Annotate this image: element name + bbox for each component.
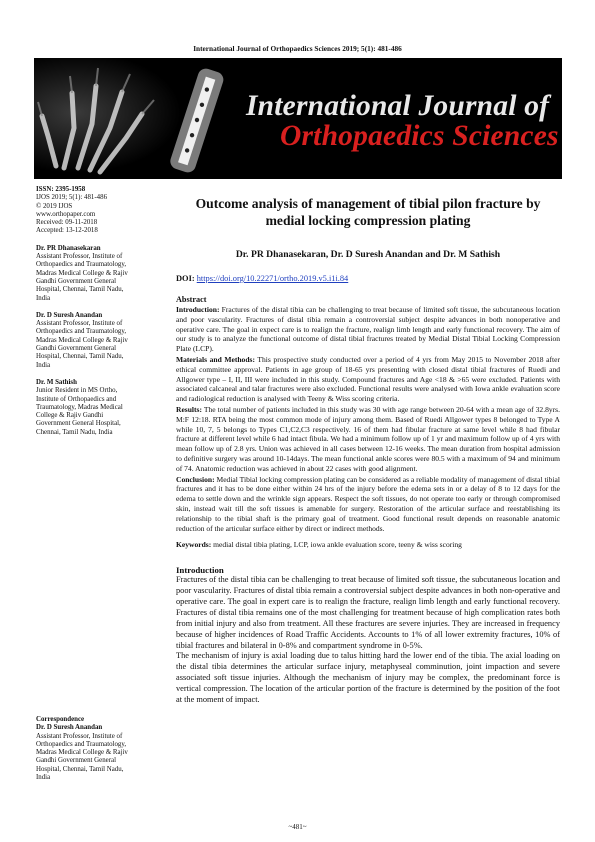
affiliation-line: Hospital, Chennai, Tamil Nadu, — [36, 765, 124, 773]
affiliation-line: Chennai, Tamil Nadu, India — [36, 428, 113, 436]
author-affiliation-2 — [36, 312, 156, 370]
issn: ISSN: 2395-1958 — [36, 186, 86, 193]
affiliation-line: India — [36, 294, 51, 302]
affiliation-line: Traumatology, Madras Medical — [36, 403, 123, 411]
article-title: Outcome analysis of management of tibial pilon fracture by medial locking compression plating — [195, 196, 541, 228]
affiliation-line: Gandhi Government General — [36, 277, 116, 285]
abstract-conclusion — [176, 475, 560, 534]
affiliation-line: India — [36, 774, 51, 782]
affiliation-line: Hospital, Chennai, Tamil Nadu, — [36, 353, 124, 361]
section-label: Introduction: — [176, 305, 220, 314]
correspondence-name: Dr. D Suresh Anandan — [36, 724, 103, 732]
author-name: Dr. M Sathish — [36, 378, 77, 386]
banner-title-line2: Orthopaedics Sciences — [280, 120, 559, 152]
doi-label: DOI: — [176, 274, 195, 283]
received-date: Received: 09-11-2018 — [36, 219, 98, 227]
section-label: Materials and Methods: — [176, 354, 255, 364]
abstract-introduction — [176, 305, 560, 354]
correspondence-heading: Correspondence — [36, 716, 85, 723]
affiliation-line: Orthopaedics and Traumatology, — [36, 740, 127, 748]
author-name: Dr. PR Dhanasekaran — [36, 244, 101, 252]
introduction-paragraph: Fractures of the distal tibia can be challenging to treat because of limited soft tissue, the subcutaneous location and poor vascularity. Fractures of distal tibia remain a controversial subject despite advances in both non-operative and operative care. The goal in expert care is to realign the fracture, realign limb length and early functional recovery. Fractures of distal tibia remains one of the most challenging for treatment because of high complication rates both from initial injury and also from treatment. All these fractures are severe injuries. They are increased in frequency because of higher incidences of Road Traffic Accidents. Accounts to 1% of all lower extremity fractures, 10% of tibial fractures and bilateral in 0-8% and compartment syndrome in 0-5%. — [176, 575, 560, 650]
introduction-paragraph: The mechanism of injury is axial loading due to talus hitting hard the lower end of the tibia. The axial loading on the distal tibia determines the articular surface injury, metaphyseal comminution, joint impaction and severe associated soft tissue injuries. Although the mechanism of injury may be complex, the predominant force is vertical compression. The location of the articular portion of the fracture is determined by the position of the foot at the moment of impact. — [176, 651, 560, 705]
article-main — [176, 196, 560, 706]
affiliation-line: Orthopaedics and Traumatology, — [36, 261, 127, 269]
affiliation-line: Assistant Professor, Institute of — [36, 732, 123, 740]
abstract-methods — [176, 355, 560, 404]
correspondence-block — [36, 716, 156, 782]
doi-link[interactable]: https://doi.org/10.22271/ortho.2019.v5.i1i.84 — [196, 274, 349, 283]
author-affiliation-1 — [36, 245, 156, 303]
affiliation-line: Gandhi Government General — [36, 345, 116, 353]
affiliation-line: Government General Hospital, — [36, 420, 121, 428]
affiliation-line: Junior Resident in MS Ortho, — [36, 387, 118, 395]
affiliation-line: Assistant Professor, Institute of — [36, 320, 123, 328]
keywords-label: Keywords: — [176, 540, 212, 550]
article-authors: Dr. PR Dhanasekaran, Dr. D Suresh Anandan and Dr. M Sathish — [235, 249, 501, 260]
author-name: Dr. D Suresh Anandan — [36, 311, 103, 319]
affiliation-line: India — [36, 361, 51, 369]
website-link[interactable]: www.orthopaper.com — [36, 210, 96, 218]
author-affiliation-3 — [36, 379, 156, 437]
section-text: The total number of patients included in this study was 30 with age range between 20-64 with a mean age of 32.8yrs. M:F 12:18. RTA being the most common mode of injury among them. Based of Ruedi Allgower types 8 belonged to Type A while 10, 7, 5 belongs to Types C1,C2,C3 respectively. 16 of them had fibular fracture at same level while 8 had fibular fracture at different level while 6 had intact fibula. We had a minimum follow up of 1 yr and maximum follow up of 4 yrs with mean follow up of 2.8 yrs. Union was achieved in all cases between 12-16 weeks. The mean duration from hospital admission to definitive surgery was around 10-14days. The mean functional ankle scores were 80.5 with a maximum of 94 and minimum of 74. Anatomic reduction was achieved in about 22 cases with good alignment. — [176, 404, 560, 473]
affiliation-line: Orthopaedics and Traumatology, — [36, 328, 127, 336]
affiliation-line: Assistant Professor, Institute of — [36, 253, 123, 261]
keywords-text: medial distal tibia plating, LCP, iowa ankle evaluation score, teeny & wiss scoring — [213, 540, 462, 550]
page-number: ~481~ — [288, 823, 307, 831]
section-text: Medial Tibial locking compression plating can be considered as a reliable modality of management of distal tibial fractures and it has to be done either within 24 hrs of the injury before the edema sets in or a delay of 8 to 12 days for the edema to settle down and the wrinkle sign appears. Respect the soft tissues, do not operate too early or through compromised skin, instead wait till the soft tissues is amenable for surgery. Restoration of the articular surface and reestablishing its relationship to the tibial shaft is the primary goal of treatment. Good functional result depends on reasonable anatomic reduction of the articular surface either by direct or indirect methods. — [176, 474, 560, 533]
affiliation-line: College & Rajiv Gandhi — [36, 412, 104, 420]
affiliation-line: Madras Medical College & Rajiv — [36, 269, 128, 277]
keywords — [176, 540, 560, 550]
publication-meta — [36, 186, 156, 236]
article-sidebar — [36, 186, 156, 437]
section-text: This prospective study conducted over a period of 4 yrs from May 2015 to November 2018 after ethical committee approval. Patients in age group of 18-65 yrs presenting with closed distal tibial fractures of Ruedi and Allgower type – I, II, III were included in this study. Compound fractures and Age <18 & >65 were excluded. Patients with associated calcaneal and talar fractures were also excluded. Functional results were analysed with Iowa ankle evaluation score and radiological reduction is analysed with Teeny & Wiss scoring criteria. — [176, 354, 560, 404]
doi-line — [176, 274, 560, 283]
accepted-date: Accepted: 13-12-2018 — [36, 227, 98, 235]
journal-banner — [34, 58, 562, 179]
affiliation-line: Gandhi Government General — [36, 757, 116, 765]
copyright: © 2019 IJOS — [36, 202, 73, 210]
banner-title-line1: International Journal of — [246, 90, 550, 122]
journal-citation-header: International Journal of Orthopaedics Sciences 2019; 5(1): 481-486 — [193, 44, 402, 53]
affiliation-line: Hospital, Chennai, Tamil Nadu, — [36, 286, 124, 294]
affiliation-line: Madras Medical College & Rajiv — [36, 336, 128, 344]
affiliation-line: Institute of Orthopaedics and — [36, 395, 117, 403]
section-text: Fractures of the distal tibia can be challenging to treat because of limited soft tissue, the subcutaneous location and poor vascularity. Fractures of distal tibia remain a controversial subject despite advances in both nonoperative and operative care. The goal in expect care is to realign the fracture, realign limb length and early functional recovery. The aim of our study is to analyze the functional outcome of distal tibial fractures treated by Medial Distal Tibial Locking Compression Plate (LCP). — [176, 305, 561, 354]
section-label: Results: — [176, 404, 202, 414]
journal-volume: IJOS 2019; 5(1): 481-486 — [36, 194, 108, 202]
affiliation-line: Madras Medical College & Rajiv — [36, 749, 128, 757]
introduction-heading: Introduction — [176, 565, 224, 576]
section-label: Conclusion: — [176, 474, 215, 484]
abstract-results — [176, 405, 560, 474]
abstract-heading: Abstract — [176, 295, 207, 304]
